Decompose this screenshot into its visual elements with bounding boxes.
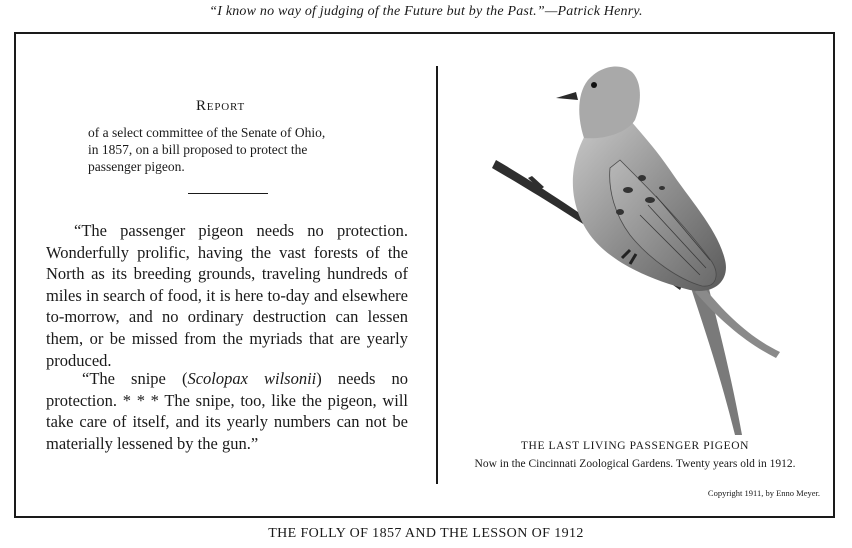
snipe-quote-end: ) needs no protection. * * * The snipe, too, like the pigeon, will take care of itself, and its yearly numbers can not be materially lessened by the gun.” <box>46 369 408 453</box>
pigeon-quote-paragraph: “The passenger pigeon needs no protection. Wonderfully prolific, having the vast forests of the North as its breeding grounds, traveling hundreds of miles in search of food, it is here to-day and elsewhere to-morrow, and no ordinary destruction can lessen them, or be missed from the myriads that are yearly produced. <box>46 221 408 370</box>
epigraph-quote: “I know no way of judging of the Future but by the Past.”—Patrick Henry. <box>209 4 643 19</box>
snipe-quote-start: “The snipe ( <box>82 369 188 388</box>
section-rule <box>188 193 268 194</box>
snipe-species-name: Scolopax wilsonii <box>187 369 317 388</box>
copyright-note: Copyright 1911, by Enno Meyer. <box>707 488 820 498</box>
passenger-pigeon-illustration <box>480 40 800 440</box>
report-heading: Report <box>196 98 245 114</box>
column-divider <box>436 66 438 484</box>
report-subtitle-line: passenger pigeon. <box>88 159 185 174</box>
figure-caption-title: THE LAST LIVING PASSENGER PIGEON <box>520 440 750 452</box>
page-title: THE FOLLY OF 1857 AND THE LESSON OF 1912 <box>268 526 584 541</box>
report-subtitle <box>88 124 388 175</box>
figure-caption-subtitle: Now in the Cincinnati Zoological Gardens. Twenty years old in 1912. <box>474 458 796 470</box>
report-subtitle-line: of a select committee of the Senate of Ohio, <box>88 125 326 140</box>
report-subtitle-line: in 1857, on a bill proposed to protect the <box>88 142 308 157</box>
snipe-quote-paragraph <box>46 368 408 454</box>
pigeon-eye <box>591 82 597 88</box>
